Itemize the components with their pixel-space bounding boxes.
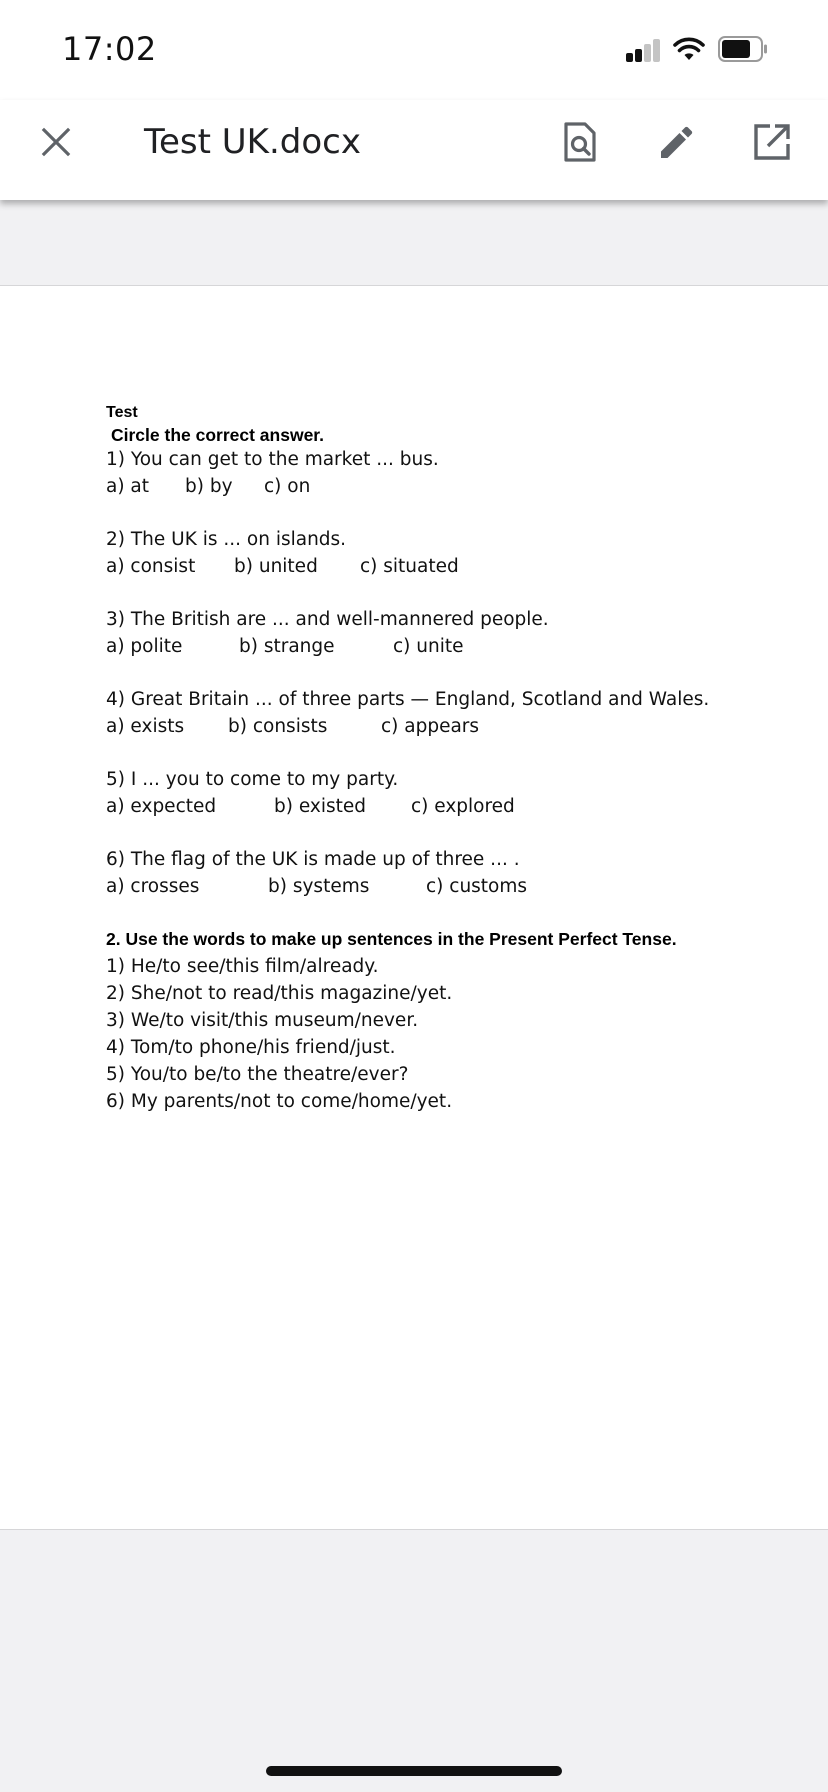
instruction-text: Circle the correct answer. bbox=[111, 425, 325, 445]
wifi-icon bbox=[672, 36, 706, 62]
battery-icon bbox=[718, 36, 768, 62]
answer-options bbox=[106, 793, 806, 820]
exercise-item: 3) We/to visit/this museum/never. bbox=[106, 1010, 419, 1031]
exercise-item: 5) You/to be/to the theatre/ever? bbox=[106, 1064, 409, 1085]
answer-options bbox=[106, 473, 806, 500]
status-bar bbox=[0, 0, 828, 100]
document-page bbox=[0, 285, 828, 1530]
option-a: a) consist bbox=[106, 556, 196, 577]
question-block bbox=[106, 846, 806, 900]
answer-options bbox=[106, 633, 806, 660]
exercise-item: 2) She/not to read/this magazine/yet. bbox=[106, 983, 453, 1004]
question-block bbox=[106, 766, 806, 820]
pencil-icon[interactable] bbox=[654, 120, 698, 164]
option-c: c) customs bbox=[426, 876, 528, 897]
status-icons bbox=[626, 34, 796, 64]
question-text: 1) You can get to the market ... bus. bbox=[106, 449, 439, 470]
answer-options bbox=[106, 873, 806, 900]
option-b: b) systems bbox=[268, 876, 370, 897]
option-b: b) existed bbox=[274, 796, 367, 817]
option-a: a) at bbox=[106, 476, 150, 497]
section2-title: 2. Use the words to make up sentences in the Present Perfect Tense. bbox=[106, 929, 677, 949]
question-block bbox=[106, 526, 806, 580]
question-block bbox=[106, 446, 806, 500]
document-search-icon[interactable] bbox=[558, 120, 602, 164]
question-text: 3) The British are ... and well-mannered people. bbox=[106, 609, 549, 630]
question-text: 4) Great Britain ... of three parts — England, Scotland and Wales. bbox=[106, 689, 710, 710]
signal-icon bbox=[626, 38, 662, 62]
option-a: a) crosses bbox=[106, 876, 200, 897]
option-c: c) situated bbox=[360, 556, 459, 577]
exercise-item: 1) He/to see/this film/already. bbox=[106, 956, 379, 977]
answer-options bbox=[106, 553, 806, 580]
exercise-item: 6) My parents/not to come/home/yet. bbox=[106, 1091, 453, 1112]
question-block bbox=[106, 606, 806, 660]
home-indicator[interactable] bbox=[266, 1766, 562, 1776]
open-external-icon[interactable] bbox=[750, 120, 794, 164]
document-content bbox=[106, 404, 806, 1115]
option-b: b) strange bbox=[239, 636, 335, 657]
option-c: c) appears bbox=[381, 716, 480, 737]
option-c: c) explored bbox=[411, 796, 515, 817]
option-c: c) on bbox=[264, 476, 311, 497]
option-b: b) united bbox=[234, 556, 318, 577]
document-title: Test UK.docx bbox=[144, 122, 361, 162]
option-a: a) polite bbox=[106, 636, 183, 657]
question-text: 5) I ... you to come to my party. bbox=[106, 769, 399, 790]
question-text: 2) The UK is ... on islands. bbox=[106, 529, 347, 550]
status-time: 17:02 bbox=[62, 30, 157, 68]
question-block bbox=[106, 686, 806, 740]
option-b: b) by bbox=[185, 476, 233, 497]
option-a: a) exists bbox=[106, 716, 185, 737]
option-a: a) expected bbox=[106, 796, 217, 817]
answer-options bbox=[106, 713, 806, 740]
close-icon[interactable] bbox=[36, 122, 76, 162]
option-b: b) consists bbox=[228, 716, 328, 737]
document-heading: Test bbox=[106, 404, 138, 421]
exercise-item: 4) Tom/to phone/his friend/just. bbox=[106, 1037, 396, 1058]
viewer-header bbox=[0, 100, 828, 200]
option-c: c) unite bbox=[393, 636, 464, 657]
question-text: 6) The flag of the UK is made up of three ... . bbox=[106, 849, 520, 870]
